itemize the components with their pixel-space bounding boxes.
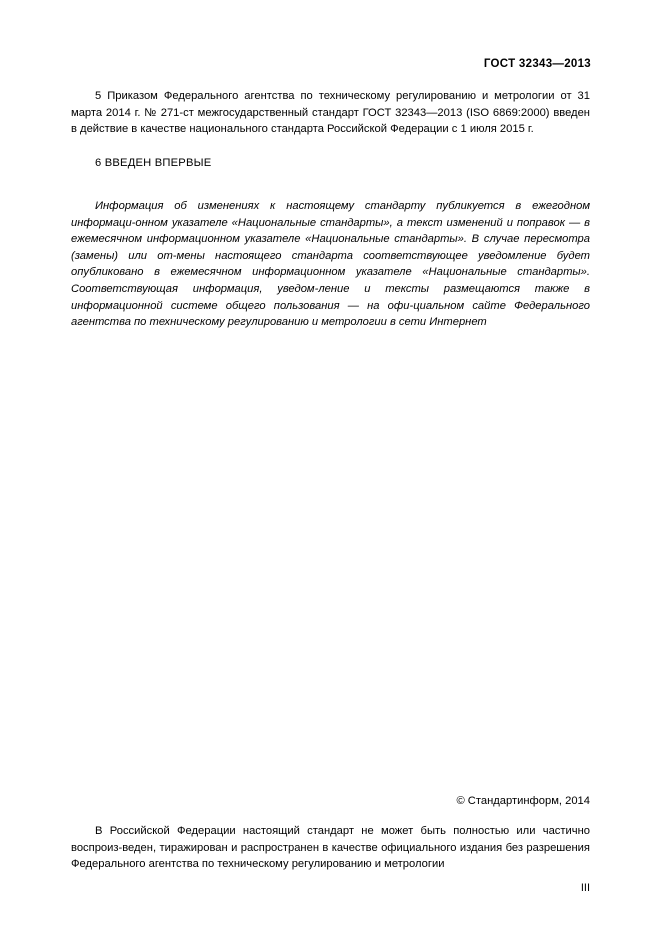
amendment-notice-text: Информация об изменениях к настоящему стандарту публикуется в ежегодном информаци-онном указателе «Национальные стандарты», а текст изменений и поправок — в ежемесячном информационном указателе «Национальные стандарты». В случае пересмотра (замены) или от-мены настоящего стандарта соответствующее уведомление будет опубликовано в ежемесячном информационном указателе «Национальные стандарты». Соответствующая информация, уведом-ление и тексты размещаются также в информационной системе общего пользования — на офи-циальном сайте Федерального агентства по техническому регулированию и метрологии в сети Интернет	[71, 200, 590, 329]
clauses-section	[71, 88, 590, 171]
copyright-line: © Стандартинформ, 2014	[456, 795, 590, 807]
reproduction-restriction-text: В Российской Федерации настоящий стандарт не может быть полностью или частично воспроиз-веден, тиражирован и распространен в качестве официального издания без разрешения Федерального агентства по техническому регулированию и метрологии	[71, 825, 590, 870]
amendment-notice-block	[71, 198, 590, 331]
reproduction-restriction-block	[71, 823, 590, 873]
clause-5-paragraph: 5 Приказом Федерального агентства по техническому регулированию и метрологии от 31 марта 2014 г. № 271-ст межгосударственный стандарт ГОСТ 32343—2013 (ISO 6869:2000) введен в действие в качестве национального стандарта Российской Федерации с 1 июля 2015 г.	[71, 90, 590, 135]
page-number: III	[580, 882, 590, 894]
page-header-standard-number: ГОСТ 32343—2013	[483, 58, 591, 70]
clause-6-paragraph: 6 ВВЕДЕН ВПЕРВЫЕ	[95, 156, 212, 169]
